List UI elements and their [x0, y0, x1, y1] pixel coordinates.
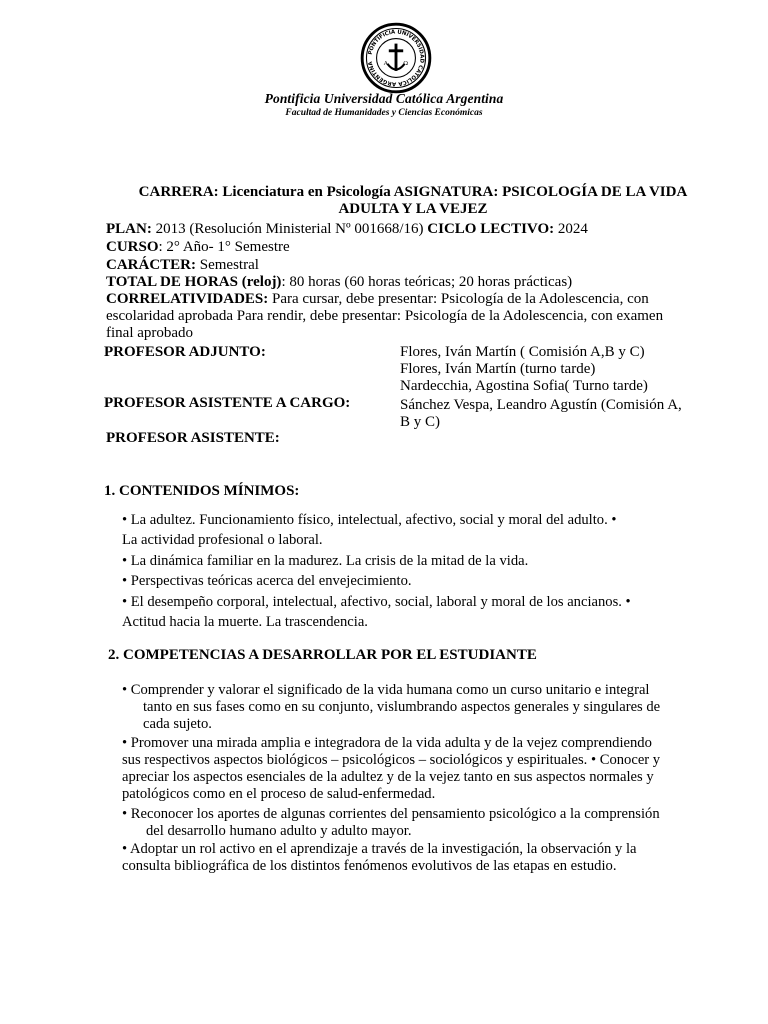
contenidos-line: • La adultez. Funcionamiento físico, intelectual, afectivo, social y moral del adulto. • — [122, 512, 617, 528]
caracter-value: Semestral — [196, 257, 259, 273]
contenidos-heading: 1. CONTENIDOS MÍNIMOS: — [104, 483, 300, 499]
correlatividades-line-3: final aprobado — [106, 325, 194, 341]
correlatividades-line-1 — [106, 291, 649, 308]
competencias-heading: 2. COMPETENCIAS A DESARROLLAR POR EL ESTUDIANTE — [108, 647, 537, 663]
contenidos-line: Actitud hacia la muerte. La trascendencia. — [122, 614, 368, 630]
contenidos-line: • La dinámica familiar en la madurez. La crisis de la mitad de la vida. — [122, 553, 529, 569]
competencias-line: • Promover una mirada amplia e integradora de la vida adulta y de la vejez comprendiendo — [122, 735, 652, 751]
faculty-name: Facultad de Humanidades y Ciencias Económicas — [285, 108, 483, 118]
profesor-asistente-cargo-label: PROFESOR ASISTENTE A CARGO: — [104, 395, 351, 411]
course-title-line-2: ADULTA Y LA VEJEZ — [338, 201, 488, 217]
curso-label: CURSO — [106, 239, 159, 255]
ciclo-label: CICLO LECTIVO: — [427, 221, 555, 237]
competencias-line: • Comprender y valorar el significado de la vida humana como un curso unitario e integral — [122, 682, 650, 698]
competencias-line: patológicos como en el proceso de salud-enfermedad. — [122, 786, 436, 802]
correlatividades-line-2: escolaridad aprobada Para rendir, debe presentar: Psicología de la Adolescencia, con examen — [106, 308, 664, 324]
competencias-line: del desarrollo humano adulto y adulto mayor. — [146, 823, 412, 839]
profesor-adjunto-label: PROFESOR ADJUNTO: — [104, 344, 266, 360]
competencias-line: apreciar los aspectos esenciales de la adultez y de la vejez tanto en sus aspectos normales y — [122, 769, 654, 785]
profesor-adjunto-1: Flores, Iván Martín ( Comisión A,B y C) — [400, 344, 645, 360]
correlatividades-label: CORRELATIVIDADES: — [106, 291, 269, 307]
correlatividades-value-1: Para cursar, debe presentar: Psicología de la Adolescencia, con — [268, 291, 649, 307]
curso-line — [106, 239, 290, 256]
caracter-line — [106, 257, 259, 274]
plan-value: 2013 (Resolución Ministerial Nº 001668/16) — [151, 221, 428, 237]
competencias-line: cada sujeto. — [143, 716, 212, 732]
profesor-asistente-cargo-2: B y C) — [400, 414, 441, 430]
plan-line — [106, 221, 588, 238]
competencias-line: • Adoptar un rol activo en el aprendizaje a través de la investigación, la observación y la — [122, 841, 637, 857]
course-title-line-1: CARRERA: Licenciatura en Psicología ASIGNATURA: PSICOLOGÍA DE LA VIDA — [138, 184, 688, 200]
course-title — [118, 184, 708, 218]
profesor-asistente-cargo-1: Sánchez Vespa, Leandro Agustín (Comisión A, — [400, 397, 682, 413]
profesor-adjunto-2: Flores, Iván Martín (turno tarde) — [400, 361, 596, 377]
competencias-line: consulta bibliográfica de los distintos fenómenos evolutivos de las etapas en estudio. — [122, 858, 617, 874]
svg-text:PONTIFICIA UNIVERSIDAD CATOLIC: PONTIFICIA UNIVERSIDAD CATOLICA ARGENTINA — [367, 29, 425, 87]
profesor-adjunto-3: Nardecchia, Agostina Sofia( Turno tarde) — [400, 378, 648, 394]
svg-text:A: A — [383, 61, 388, 68]
caracter-label: CARÁCTER: — [106, 257, 196, 273]
competencias-line: tanto en sus fases como en su conjunto, vislumbrando aspectos generales y singulares de — [143, 699, 661, 715]
svg-text:Ω: Ω — [403, 61, 408, 68]
horas-line — [106, 274, 572, 291]
university-name: Pontificia Universidad Católica Argentina — [264, 91, 504, 106]
horas-value: : 80 horas (60 horas teóricas; 20 horas prácticas) — [281, 274, 573, 290]
contenidos-line: La actividad profesional o laboral. — [122, 532, 323, 548]
plan-label: PLAN: — [106, 221, 152, 237]
horas-label: TOTAL DE HORAS (reloj) — [106, 274, 282, 290]
university-seal-logo — [360, 22, 432, 94]
profesor-asistente-label: PROFESOR ASISTENTE: — [106, 430, 280, 446]
contenidos-line: • El desempeño corporal, intelectual, afectivo, social, laboral y moral de los ancianos. • — [122, 594, 631, 610]
competencias-line: sus respectivos aspectos biológicos – psicológicos – sociológicos y espirituales. • Conocer y — [122, 752, 661, 768]
ciclo-value: 2024 — [554, 221, 588, 237]
contenidos-line: • Perspectivas teóricas acerca del envejecimiento. — [122, 573, 412, 589]
competencias-line: • Reconocer los aportes de algunas corrientes del pensamiento psicológico a la comprensión — [122, 806, 660, 822]
curso-value: : 2° Año- 1° Semestre — [158, 239, 290, 255]
